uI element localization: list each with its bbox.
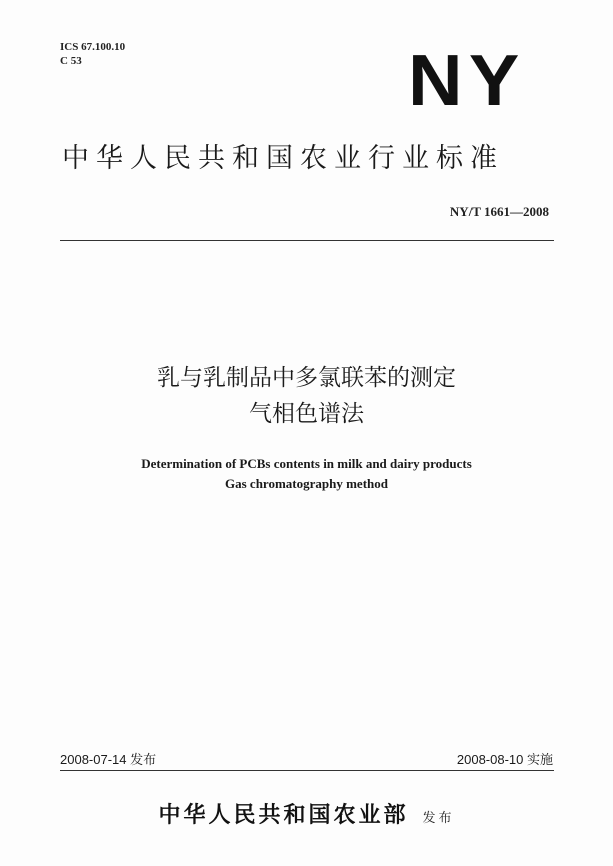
issue-date: 2008-07-14 发布: [60, 752, 157, 767]
top-divider: [60, 240, 554, 241]
publisher-line: [0, 798, 613, 829]
bottom-divider: [60, 770, 554, 771]
ccs-code: C 53: [60, 55, 82, 67]
english-title-line-2: Gas chromatography method: [225, 476, 388, 491]
issuing-standard-title: 中华人民共和国农业行业标准: [62, 143, 504, 174]
publisher-name: 中华人民共和国农业部: [158, 803, 409, 828]
implementation-date: 2008-08-10 实施: [456, 752, 553, 767]
chinese-title-line-2: 气相色谱法: [249, 401, 364, 427]
chinese-title: [0, 360, 613, 432]
chinese-title-line-1: 乳与乳制品中多氯联苯的测定: [157, 365, 456, 391]
standard-number: NY/T 1661—2008: [449, 204, 549, 219]
classification-codes: [60, 40, 125, 68]
publish-label: 发布: [422, 811, 455, 826]
english-title: [0, 454, 613, 494]
ics-code: ICS 67.100.10: [60, 41, 126, 53]
english-title-line-1: Determination of PCBs contents in milk and dairy products: [141, 456, 472, 471]
ny-logo: NY: [408, 41, 526, 121]
